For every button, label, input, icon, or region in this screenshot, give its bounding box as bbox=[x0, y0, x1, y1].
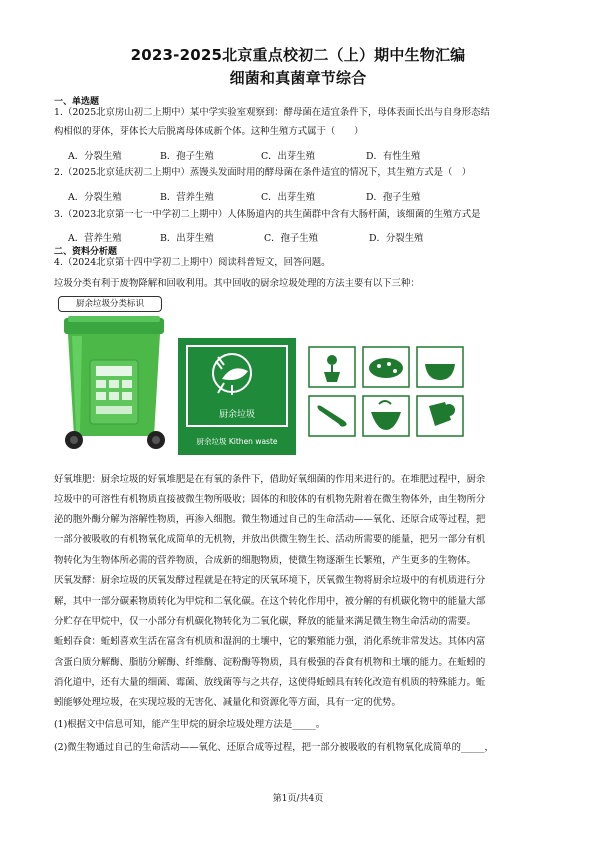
paragraph-line-3: 泌的胞外酶分解为溶解性物质，再渗入细胞。微生物通过自己的生命活动——氧化、还原合成等过程，把 bbox=[54, 514, 486, 525]
q3-option-a: A．营养生殖 bbox=[68, 233, 122, 244]
q3-option-c: C．孢子生殖 bbox=[264, 233, 319, 244]
sub-question-2: (2)微生物通过自己的生命活动——氧化、还原合成等过程，把一部分被吸收的有机物氧化成简单的_____， bbox=[54, 742, 494, 753]
paragraph-line-10: 含蛋白质分解酶、脂肪分解酶、纤维酶、淀粉酶等物质，具有极强的吞食有机物和土壤的能力。在蚯蚓的 bbox=[54, 657, 486, 668]
sign-frame bbox=[186, 345, 288, 427]
q2-option-b: B．营养生殖 bbox=[160, 192, 214, 203]
page-number: 第1页/共4页 bbox=[272, 794, 324, 804]
sign-label: 厨余垃圾 bbox=[218, 410, 255, 420]
question-4-line: 4.（2024北京第十四中学初二上期中）阅读科普短文，回答问题。 bbox=[54, 257, 331, 268]
document-title: 2023-2025北京重点校初二（上）期中生物汇编 bbox=[130, 46, 466, 64]
q1-option-a: A．分裂生殖 bbox=[68, 151, 122, 162]
q2-option-a: A．分裂生殖 bbox=[68, 192, 122, 203]
kitchen-waste-sign bbox=[178, 338, 296, 455]
paragraph-line-12: 蚓能够处理垃圾，在实现垃圾的无害化、减量化和资源化等方面，具有一定的优势。 bbox=[54, 697, 401, 708]
fish-bone-icon bbox=[188, 349, 286, 405]
q2-option-d: D．孢子生殖 bbox=[366, 192, 421, 203]
kitchen-waste-icon-grid bbox=[307, 346, 467, 438]
q2-option-c: C．出芽生殖 bbox=[261, 192, 316, 203]
q1-option-b: B．孢子生殖 bbox=[160, 151, 214, 162]
section-heading-data-analysis: 二、资料分析题 bbox=[54, 247, 118, 257]
green-bin-icon bbox=[58, 314, 174, 458]
q1-option-c: C．出芽生殖 bbox=[261, 151, 316, 162]
section-heading-single-choice: 一、单选题 bbox=[54, 97, 100, 107]
question-3-line-1: 3.（2023北京第一七一中学初二上期中）人体肠道内的共生菌群中含有大肠杆菌，该细菌的生殖方式是 bbox=[54, 209, 481, 220]
kitchen-waste-bin-figure bbox=[58, 296, 174, 458]
paragraph-line-4: 一部分被吸收的有机物氧化成简单的无机物，并放出供微生物生长、活动所需要的能量，把另一部分有机 bbox=[54, 534, 486, 545]
question-2-line-1: 2.（2025北京延庆初二上期中）蒸馒头发面时用的酵母菌在条件适宜的情况下，其生殖方式是（ ） bbox=[54, 167, 472, 178]
paragraph-line-8: 分贮存在甲烷中，仅一小部分有机碳化物转化为二氧化碳，释放的能量来满足微生物生命活动的需要。 bbox=[54, 616, 476, 627]
paragraph-line-5: 物转化为生物体所必需的营养物质，合成新的细胞物质，使微生物逐渐生长繁殖，产生更多的生物体。 bbox=[54, 555, 476, 566]
paragraph-line-9: 蚯蚓吞食：蚯蚓喜欢生活在富含有机质和湿润的土壤中，它的繁殖能力强，消化系统非常发达。其体内富 bbox=[54, 636, 486, 647]
question-1-line-2: 构相似的芽体，芽体长大后脱离母体成新个体。这种生殖方式属于（ ） bbox=[54, 126, 364, 137]
paragraph-line-11: 消化道中，还有大量的细菌、霉菌、放线菌等与之共存，这使得蚯蚓具有转化改造有机质的特殊能力。蚯 bbox=[54, 677, 486, 688]
bin-tag-label: 厨余垃圾分类标识 bbox=[58, 296, 162, 312]
paragraph-line-1: 好氧堆肥：厨余垃圾的好氧堆肥是在有氧的条件下，借助好氧细菌的作用来进行的。在堆肥过程中，厨余 bbox=[54, 474, 486, 485]
question-4-intro: 垃圾分类有利于废物降解和回收利用。其中回收的厨余垃圾处理的方法主要有以下三种： bbox=[54, 278, 420, 289]
document-subtitle: 细菌和真菌章节综合 bbox=[229, 69, 367, 87]
paragraph-line-2: 垃圾中的可溶性有机物质直接被微生物所吸收；固体的和胶体的有机物先附着在微生物体外，由生物所分 bbox=[54, 494, 486, 505]
q3-option-d: D．分裂生殖 bbox=[369, 233, 424, 244]
question-1-line-1: 1.（2025北京房山初二上期中）某中学实验室观察到：酵母菌在适宜条件下，母体表面长出与自身形态结 bbox=[54, 107, 490, 118]
paragraph-line-7: 解，其中一部分碳素物质转化为甲烷和二氧化碳。在这个转化作用中，被分解的有机碳化物中的能量大部 bbox=[54, 596, 486, 607]
sub-question-1: (1)根据文中信息可知，能产生甲烷的厨余垃圾处理方法是_____。 bbox=[54, 719, 326, 730]
waste-icons bbox=[307, 346, 467, 438]
q1-option-d: D．有性生殖 bbox=[366, 151, 421, 162]
sign-caption: 厨余垃圾 Kithen waste bbox=[196, 437, 278, 446]
q3-option-b: B．出芽生殖 bbox=[160, 233, 214, 244]
paragraph-line-6: 厌氧发酵：厨余垃圾的厌氧发酵过程就是在特定的厌氧环境下，厌氧微生物将厨余垃圾中的有机质进行分 bbox=[54, 575, 486, 586]
